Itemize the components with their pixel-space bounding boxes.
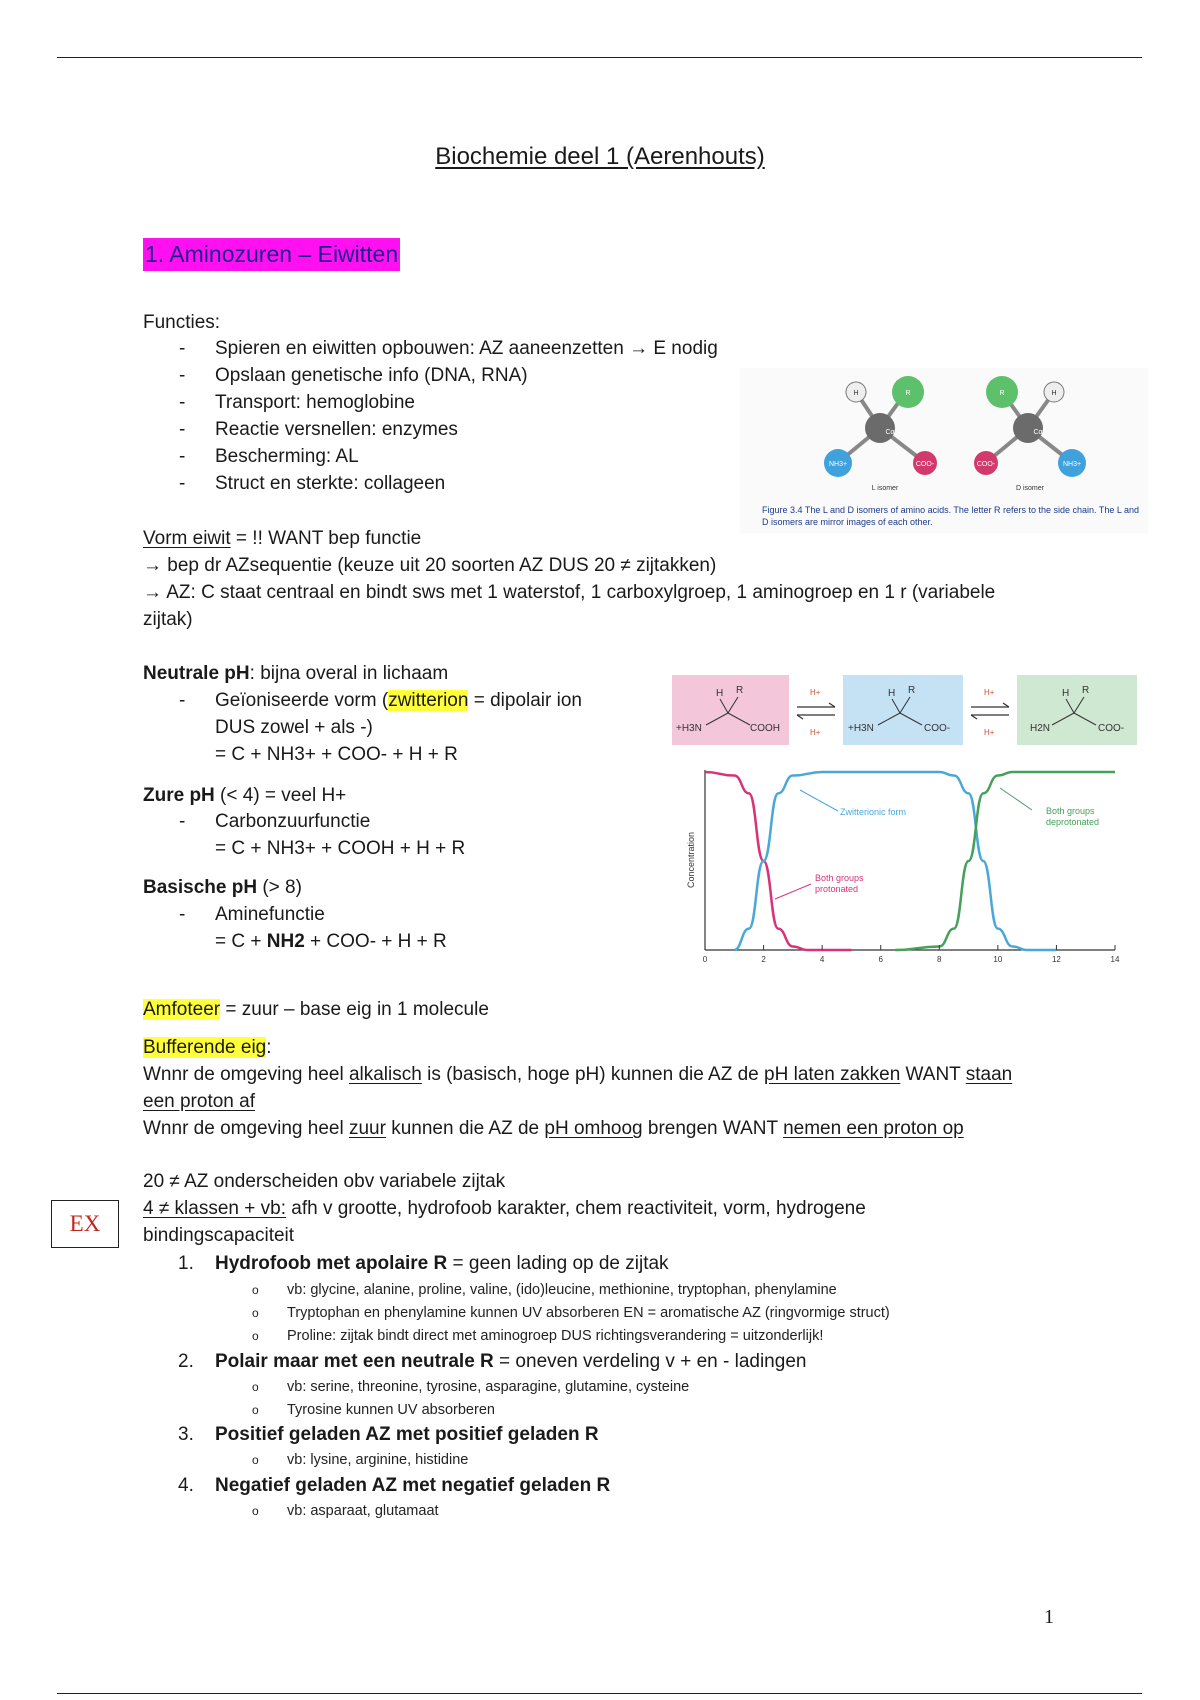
protonated-annotation-line2: protonated <box>815 884 859 894</box>
list-item: Bescherming: AL <box>215 446 359 467</box>
species1-right-group: COOH <box>750 723 780 734</box>
class-3-number: 3. <box>178 1424 194 1445</box>
buffer-line2: een proton af <box>143 1091 255 1112</box>
deprotonated-panel <box>1017 675 1137 745</box>
protonated-panel <box>672 675 789 745</box>
acid-ph-line <box>143 782 346 809</box>
label-h-d: H <box>1051 390 1057 397</box>
figure-caption-line1: Figure 3.4 The L and D isomers of amino acids. The letter R refers to the side chain. The L and <box>762 505 1140 515</box>
class-4-number: 4. <box>178 1475 194 1496</box>
neutral-ph-line2: DUS zowel + als -) <box>215 717 373 738</box>
x-tick-label: 12 <box>1051 955 1061 964</box>
deprotonated-annotation-line1: Both groups <box>1046 806 1095 816</box>
buffer-heading: Bufferende eig: <box>143 1037 272 1058</box>
label-h-l: H <box>853 390 859 397</box>
species3-right-group: COO- <box>1098 723 1125 734</box>
species2-h: H <box>888 688 896 699</box>
titration-chart <box>680 760 1120 965</box>
list-item: Struct en sterkte: collageen <box>215 473 446 494</box>
vorm-term: Vorm eiwit <box>143 528 231 549</box>
classes-line2: 4 ≠ klassen + vb: afh v grootte, hydrofoob karakter, chem reactiviteit, vorm, hydrogene <box>143 1198 866 1219</box>
species2-right-group: COO- <box>924 723 951 734</box>
base-ph-line <box>143 874 302 901</box>
x-tick-label: 2 <box>761 955 766 964</box>
species2-r: R <box>908 685 916 696</box>
base-ph-item: Aminefunctie <box>215 904 325 925</box>
x-tick-label: 6 <box>878 955 883 964</box>
label-c-d: Cα <box>1033 429 1043 436</box>
series-line-1 <box>705 772 851 950</box>
isomer-figure <box>740 368 1148 533</box>
d-isomer-label: D isomer <box>1015 485 1045 492</box>
acid-ph-rest: (< 4) = veel H+ <box>214 785 347 806</box>
series-line-2 <box>734 772 1056 950</box>
list-item: Opslaan genetische info (DNA, RNA) <box>215 365 528 386</box>
functies-label: Functies: <box>143 312 221 333</box>
vorm-line3: → AZ: C staat centraal en bindt sws met 1 waterstof, 1 carboxylgroep, 1 aminogroep en 1 r (variabele <box>143 582 996 603</box>
zwitterion-panel <box>843 675 963 745</box>
acid-ph-label: Zure pH <box>143 785 215 806</box>
buffer-line3: Wnnr de omgeving heel zuur kunnen die AZ de pH omhoog brengen WANT nemen een proton op <box>143 1118 964 1139</box>
list-item: Spieren en eiwitten opbouwen: AZ aaneenzetten → E nodig <box>215 338 718 359</box>
vorm-line2: → bep dr AZsequentie (keuze uit 20 soorten AZ DUS 20 ≠ zijtakken) <box>143 555 717 576</box>
zwitterion-pointer <box>800 790 838 811</box>
series-line-3 <box>895 772 1115 950</box>
y-axis-label: Concentration <box>686 831 696 889</box>
arrow1-h-top: H+ <box>810 688 821 697</box>
base-ph-rest: (> 8) <box>257 877 302 898</box>
page-number: 1 <box>1044 1606 1054 1628</box>
label-nh-l: NH3+ <box>828 461 848 468</box>
label-coo-l: COO- <box>915 461 935 468</box>
buffer-term: Bufferende eig <box>143 1037 267 1058</box>
species2-left-group: +H3N <box>848 723 874 734</box>
vorm-line4: zijtak) <box>143 609 193 630</box>
class-3-heading: Positief geladen AZ met positief geladen R <box>215 1424 599 1445</box>
x-tick-label: 4 <box>819 955 825 964</box>
neutral-ph-label: Neutrale pH <box>143 663 250 684</box>
bottom-rule <box>57 1693 1142 1694</box>
label-nh-d: NH3+ <box>1062 461 1082 468</box>
neutral-ph-line <box>143 660 448 687</box>
carbon-atom-l <box>865 413 895 443</box>
class-1-heading: Hydrofoob met apolaire R = geen lading op de zijtak <box>215 1253 669 1274</box>
l-isomer-label: L isomer <box>871 485 899 492</box>
arrow2-h-top: H+ <box>984 688 995 697</box>
acid-ph-item: Carbonzuurfunctie <box>215 811 371 832</box>
figure-caption-line2: D isomers are mirror images of each other. <box>762 517 933 527</box>
list-item: Transport: hemoglobine <box>215 392 415 413</box>
vorm-rest: = !! WANT bep functie <box>230 528 422 549</box>
classes-intro: 20 ≠ AZ onderscheiden obv variabele zijtak <box>143 1171 506 1192</box>
class-4-heading: Negatief geladen AZ met negatief geladen R <box>215 1475 611 1496</box>
amfoteer-rest: = zuur – base eig in 1 molecule <box>220 999 489 1020</box>
label-coo-d: COO- <box>976 461 996 468</box>
class-1-sub-1: vb: glycine, alanine, proline, valine, (ido)leucine, methionine, tryptophan, phenylamine <box>287 1282 837 1298</box>
neutral-ph-item: Geïoniseerde vorm (zwitterion = dipolair ion <box>215 690 582 711</box>
deprotonated-annotation-line2: deprotonated <box>1046 817 1100 827</box>
base-ph-formula: = C + NH2 + COO- + H + R <box>215 931 447 952</box>
x-tick-label: 8 <box>937 955 942 964</box>
class-2-sub-1: vb: serine, threonine, tyrosine, asparagine, glutamine, cysteine <box>287 1379 690 1395</box>
neutral-ph-rest: : bijna overal in lichaam <box>249 663 449 684</box>
arrow2-h-bottom: H+ <box>984 728 995 737</box>
titration-chart-svg <box>680 760 1120 965</box>
class-1-number: 1. <box>178 1253 194 1274</box>
acid-ph-formula: = C + NH3+ + COOH + H + R <box>215 838 466 859</box>
class-2-heading: Polair maar met een neutrale R = oneven verdeling v + en - ladingen <box>215 1351 807 1372</box>
class-2-number: 2. <box>178 1351 194 1372</box>
species-figure <box>670 673 1140 747</box>
species1-r: R <box>736 685 744 696</box>
class-1-sub-3: Proline: zijtak bindt direct met aminogroep DUS richtingsverandering = uitzonderlijk! <box>287 1328 824 1344</box>
buffer-line1: Wnnr de omgeving heel alkalisch is (basisch, hoge pH) kunnen die AZ de pH laten zakken WANT staan <box>143 1064 1013 1085</box>
amfoteer-term: Amfoteer <box>143 999 221 1020</box>
species1-h: H <box>716 688 724 699</box>
x-tick-label: 10 <box>993 955 1003 964</box>
protonated-annotation-line1: Both groups <box>815 873 864 883</box>
species1-left-group: +H3N <box>676 723 702 734</box>
carbon-atom-d <box>1013 413 1043 443</box>
x-tick-label: 14 <box>1110 955 1120 964</box>
label-r-d: R <box>999 390 1005 397</box>
base-ph-label: Basische pH <box>143 877 258 898</box>
protonated-pointer <box>775 884 811 899</box>
page-title: Biochemie deel 1 (Aerenhouts) <box>435 143 765 170</box>
vorm-line <box>143 525 421 552</box>
label-r-l: R <box>905 390 911 397</box>
species3-h: H <box>1062 688 1070 699</box>
section-heading: 1. Aminozuren – Eiwitten <box>143 238 400 271</box>
species-diagram <box>670 673 1140 747</box>
top-rule <box>57 57 1142 58</box>
class-3-sub-1: vb: lysine, arginine, histidine <box>287 1452 469 1468</box>
class-1-sub-2: Tryptophan en phenylamine kunnen UV absorberen EN = aromatische AZ (ringvormige struct) <box>287 1305 890 1321</box>
neutral-ph-formula: = C + NH3+ + COO- + H + R <box>215 744 458 765</box>
amfoteer-line <box>143 996 489 1023</box>
class-4-sub-1: vb: asparaat, glutamaat <box>287 1503 439 1519</box>
list-item: Reactie versnellen: enzymes <box>215 419 458 440</box>
x-tick-label: 0 <box>702 955 708 964</box>
zwitterion-annotation: Zwitterionic form <box>840 807 907 817</box>
species3-r: R <box>1082 685 1090 696</box>
zwitterion-highlight: zwitterion <box>388 690 469 711</box>
ex-label-box: EX <box>51 1200 119 1248</box>
class-2-sub-2: Tyrosine kunnen UV absorberen <box>287 1402 495 1418</box>
label-c-l: Cα <box>885 429 895 436</box>
arrow1-h-bottom: H+ <box>810 728 821 737</box>
deprotonated-pointer <box>1000 788 1032 810</box>
species3-left-group: H2N <box>1030 723 1051 734</box>
classes-line3: bindingscapaciteit <box>143 1225 295 1246</box>
